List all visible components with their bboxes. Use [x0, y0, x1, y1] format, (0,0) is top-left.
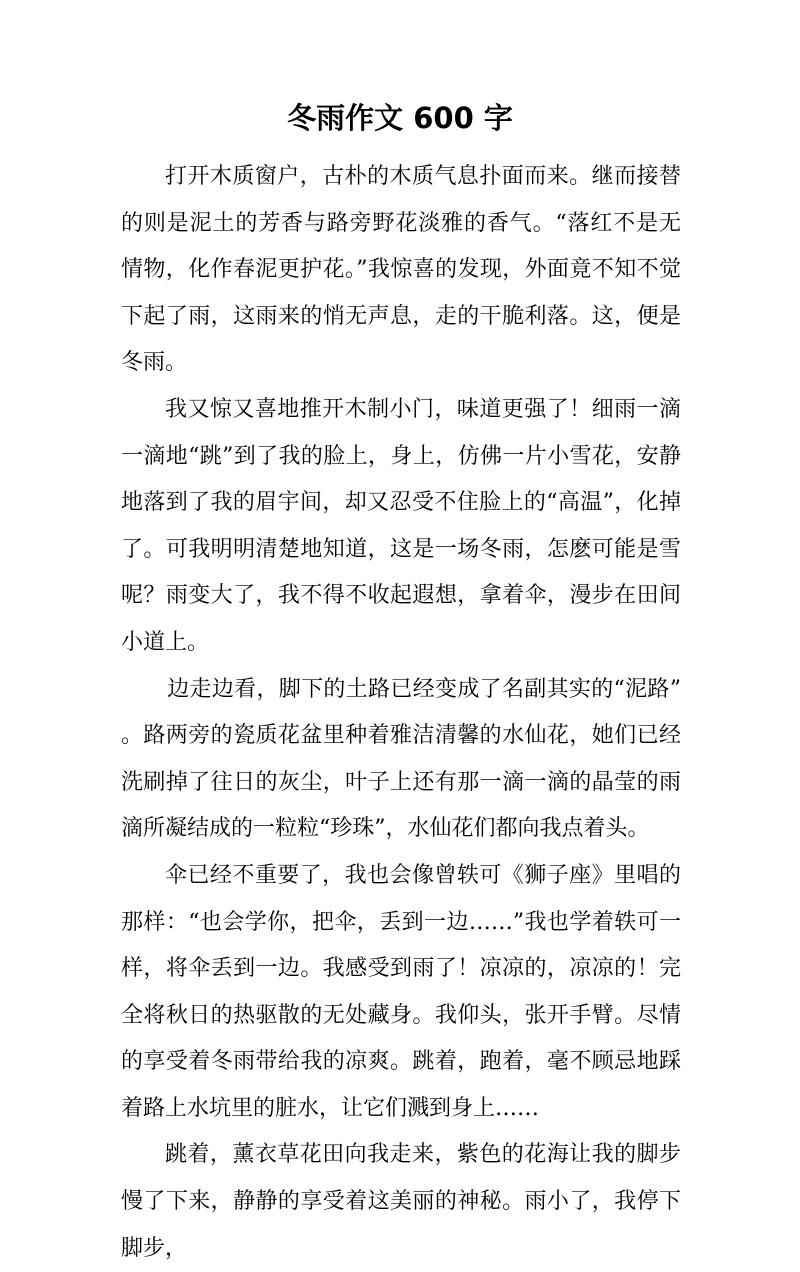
paragraph-5: 跳着，薰衣草花田向我走来，紫色的花海让我的脚步慢了下来，静静的享受着这美丽的神秘。雨小了，我停下脚步，	[121, 1142, 681, 1261]
paragraph-2: 我又惊又喜地推开木制小门，味道更强了！细雨一滴一滴地“跳”到了我的脸上，身上，仿佛一片小雪花，安静地落到了我的眉宇间，却又忍受不住脸上的“高温”，化掉了。可我明明清楚地知道，这是一场冬雨，怎麽可能是雪呢？雨变大了，我不得不收起遐想，拿着伞，漫步在田间小道上。	[121, 396, 681, 655]
document-title: 冬雨作文 600 字	[287, 101, 513, 135]
document-body	[121, 154, 681, 1272]
paragraph-1: 打开木质窗户，古朴的木质气息扑面而来。继而接替的则是泥土的芳香与路旁野花淡雅的香气。“落红不是无情物，化作春泥更护花。”我惊喜的发现，外面竟不知不觉下起了雨，这雨来的悄无声息，走的干脆利落。这，便是冬雨。	[121, 164, 681, 376]
paragraph-3: 边走边看，脚下的土路已经变成了名副其实的“泥路”。路两旁的瓷质花盆里种着雅洁清馨的水仙花，她们已经洗刷掉了往日的灰尘，叶子上还有那一滴一滴的晶莹的雨滴所凝结成的一粒粒“珍珠”，水仙花们都向我点着头。	[121, 676, 681, 842]
paragraph-4: 伞已经不重要了，我也会像曾轶可《狮子座》里唱的那样：“也会学你，把伞，丢到一边……”我也学着轶可一样，将伞丢到一边。我感受到雨了！凉凉的，凉凉的！完全将秋日的热驱散的无处藏身。我仰头，张开手臂。尽情的享受着冬雨带给我的凉爽。跳着，跑着，毫不顾忌地踩着路上水坑里的脏水，让它们溅到身上……	[121, 862, 681, 1121]
